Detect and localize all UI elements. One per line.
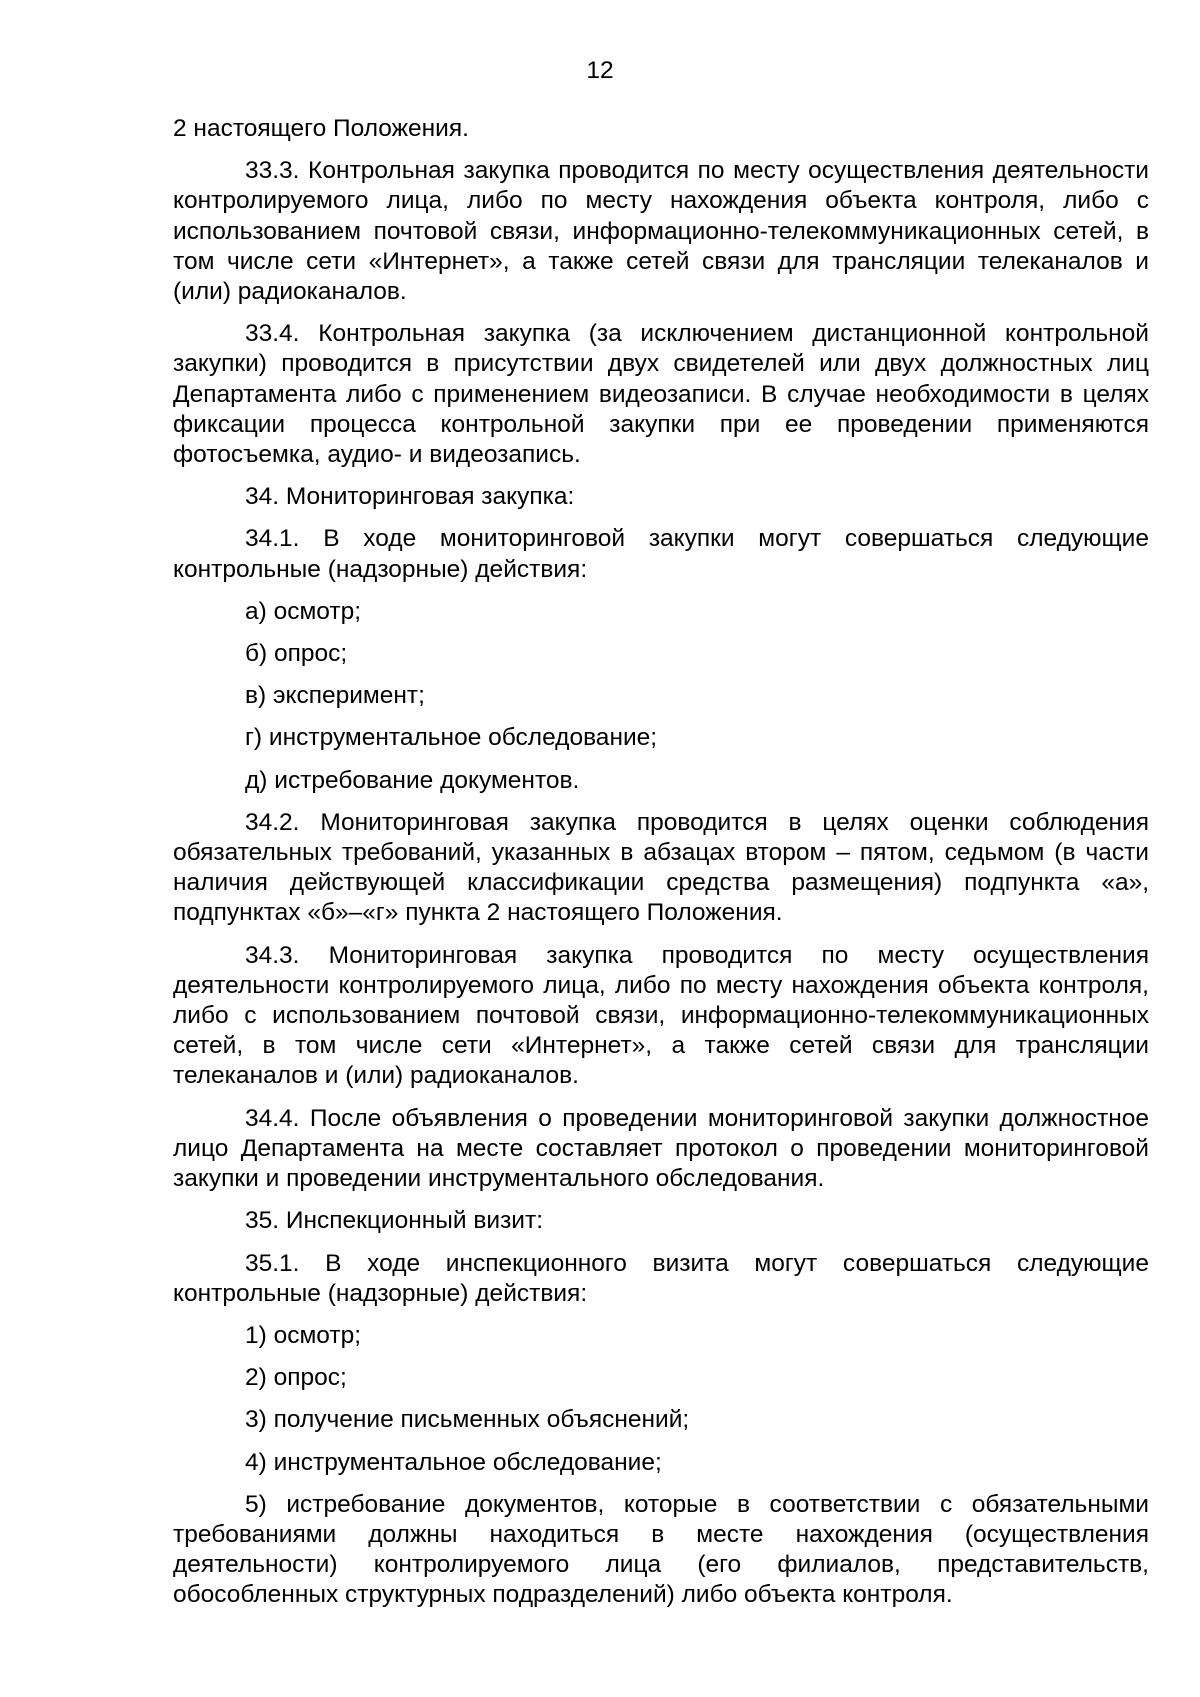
page-number: 12 <box>586 57 614 84</box>
list-item: 3) получение письменных объяснений; <box>245 1406 690 1434</box>
paragraph: 5) истребование документов, которые в соответствии с обязательными требованиями должны находиться в месте нахождения (осуществления деятельности) контролируемого лица (его филиалов, представительств, обособленных структурных подразделений) либо объекта контроля. <box>173 1490 1149 1609</box>
list-item: б) опрос; <box>245 640 348 668</box>
list-item: в) эксперимент; <box>245 682 425 710</box>
paragraph: 2 настоящего Положения. <box>173 115 469 142</box>
paragraph: 34.2. Мониторинговая закупка проводится в целях оценки соблюдения обязательных требований, указанных в абзацах втором – пятом, седьмом (в части наличия действующей классификации средства размещения) подпункта «а», подпунктах «б»–«г» пункта 2 настоящего Положения. <box>173 808 1149 927</box>
list-item: д) истребование документов. <box>245 766 580 794</box>
list-item: г) инструментальное обследование; <box>245 724 658 752</box>
section-heading: 35. Инспекционный визит: <box>245 1207 544 1235</box>
paragraph: 34.3. Мониторинговая закупка проводится по месту осуществления деятельности контролируемого лица, либо по месту нахождения объекта контроля, либо с использованием почтовой связи, информационно-телекоммуникационных сетей, в том числе сети «Интернет», а также сетей связи для трансляции телеканалов и (или) радиоканалов. <box>173 941 1149 1090</box>
paragraph: 33.3. Контрольная закупка проводится по месту осуществления деятельности контролируемого лица, либо по месту нахождения объекта контроля, либо с использованием почтовой связи, информационно-телекоммуникационных сетей, в том числе сети «Интернет», а также сетей связи для трансляции телеканалов и (или) радиоканалов. <box>173 157 1149 306</box>
list-item: 1) осмотр; <box>245 1321 362 1349</box>
paragraph: 35.1. В ходе инспекционного визита могут совершаться следующие контрольные (надзорные) действия: <box>173 1249 1149 1307</box>
section-heading: 34. Мониторинговая закупка: <box>245 483 575 511</box>
list-item: 4) инструментальное обследование; <box>245 1448 662 1476</box>
paragraph: 33.4. Контрольная закупка (за исключением дистанционной контрольной закупки) проводится в присутствии двух свидетелей или двух должностных лиц Департамента либо с применением видеозаписи. В случае необходимости в целях фиксации процесса контрольной закупки при ее проведении применяются фотосъемка, аудио- и видеозапись. <box>173 320 1149 469</box>
paragraph: 34.4. После объявления о проведении мониторинговой закупки должностное лицо Департамента на месте составляет протокол о проведении мониторинговой закупки и проведении инструментального обследования. <box>173 1104 1149 1193</box>
document-body <box>173 114 1149 1623</box>
list-item: 2) опрос; <box>245 1364 347 1392</box>
paragraph: 34.1. В ходе мониторинговой закупки могут совершаться следующие контрольные (надзорные) действия: <box>173 525 1149 583</box>
list-item: а) осмотр; <box>245 597 362 625</box>
